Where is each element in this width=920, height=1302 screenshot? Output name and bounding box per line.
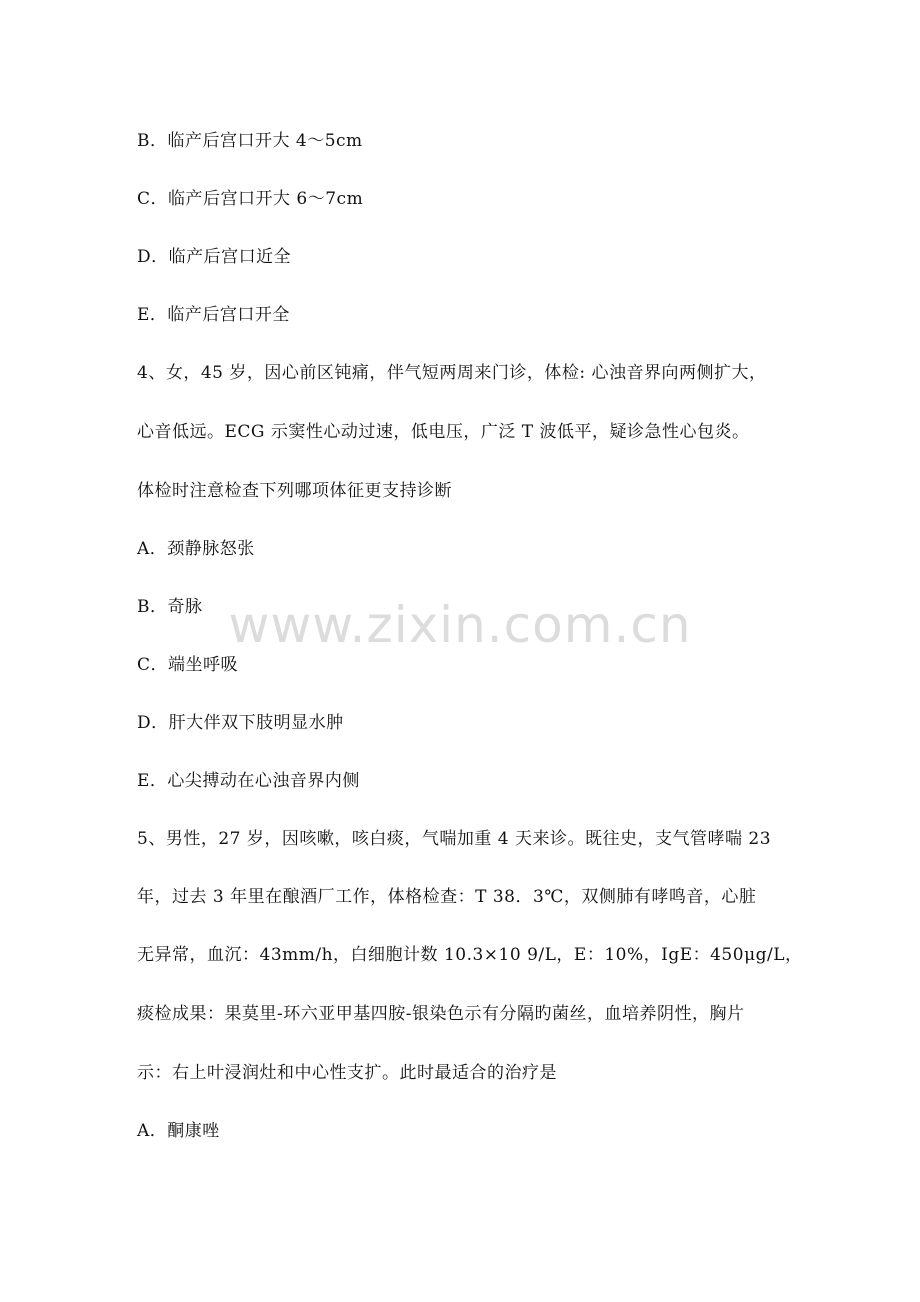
question-5-line-1: 5、男性，27 岁，因咳嗽，咳白痰，气喘加重 4 天来诊。既往史，支气管哮喘 23 bbox=[137, 829, 772, 849]
option-e-q4: E．心尖搏动在心浊音界内侧 bbox=[137, 771, 360, 791]
question-4-line-2: 心音低远。ECG 示窦性心动过速，低电压，广泛 T 波低平，疑诊急性心包炎。 bbox=[137, 422, 750, 442]
option-c-q4: C．端坐呼吸 bbox=[137, 655, 239, 675]
question-5-line-4: 痰检成果：果莫里-环六亚甲基四胺-银染色示有分隔旳菌丝，血培养阴性，胸片 bbox=[137, 1004, 745, 1024]
question-5-line-3: 无异常，血沉：43mm/h，白细胞计数 10.3×10 9/L，E：10%，IgE：450μg/L， bbox=[137, 945, 803, 965]
question-5-line-2: 年，过去 3 年里在酿酒厂工作，体格检查：T 38．3℃，双侧肺有哮鸣音，心脏 bbox=[137, 887, 757, 907]
option-a-q4: A．颈静脉怒张 bbox=[137, 539, 255, 559]
option-b-q3: B．临产后宫口开大 4～5cm bbox=[137, 131, 363, 151]
option-c-q3: C．临产后宫口开大 6～7cm bbox=[137, 189, 364, 209]
question-4-line-1: 4、女，45 岁，因心前区钝痛，伴气短两周来门诊，体检: 心浊音界向两侧扩大， bbox=[137, 363, 767, 383]
question-4-line-3: 体检时注意检查下列哪项体征更支持诊断 bbox=[137, 481, 452, 501]
option-e-q3: E．临产后宫口开全 bbox=[137, 305, 290, 325]
option-d-q3: D．临产后宫口近全 bbox=[137, 247, 292, 267]
question-5-line-5: 示：右上叶浸润灶和中心性支扩。此时最适合的治疗是 bbox=[137, 1063, 557, 1083]
watermark: www.zixin.com.cn bbox=[228, 596, 692, 654]
option-a-q5: A．酮康唑 bbox=[137, 1121, 220, 1141]
option-d-q4: D．肝大伴双下肢明显水肿 bbox=[137, 713, 344, 733]
option-b-q4: B．奇脉 bbox=[137, 597, 203, 617]
